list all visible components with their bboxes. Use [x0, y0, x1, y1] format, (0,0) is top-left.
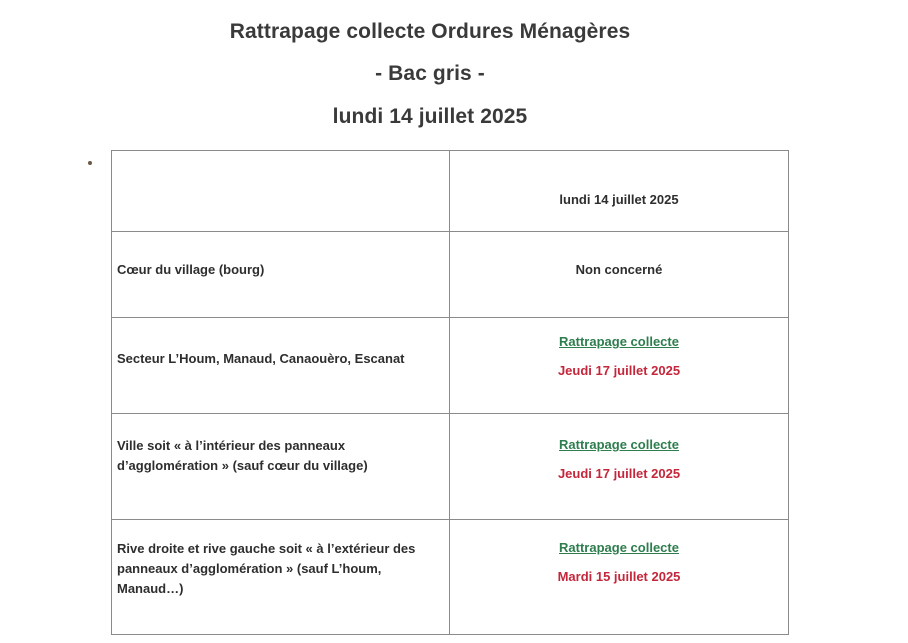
sector-label: Secteur L’Houm, Manaud, Canaouèro, Escanat [117, 350, 405, 366]
status-cell [450, 232, 789, 318]
column-header-date: lundi 14 juillet 2025 [450, 151, 789, 232]
catchup-date: Jeudi 17 juillet 2025 [557, 363, 681, 378]
status-cell [450, 318, 789, 414]
sector-label-line: d’agglomération » (sauf cœur du village) [117, 457, 368, 473]
schedule-table [111, 150, 789, 635]
catchup-label: Rattrapage collecte [559, 437, 679, 452]
document-date: lundi 14 juillet 2025 [332, 105, 528, 128]
table-row [112, 520, 789, 635]
status-cell [450, 520, 789, 635]
sector-cell [112, 232, 450, 318]
status-text: Non concerné [575, 261, 663, 277]
table-row [112, 414, 789, 520]
sector-label-line: Rive droite et rive gauche soit « à l’extérieur des [117, 541, 416, 556]
catchup-label: Rattrapage collecte [559, 539, 679, 555]
table-header-row [112, 151, 789, 232]
catchup-label: Rattrapage collecte [559, 334, 679, 349]
catchup-date: Jeudi 17 juillet 2025 [557, 466, 681, 481]
header-empty-cell [112, 151, 450, 232]
table-row [112, 318, 789, 414]
document-title: Rattrapage collecte Ordures Ménagères [229, 20, 631, 43]
sector-label-line: Manaud…) [117, 581, 184, 596]
sector-cell [112, 520, 450, 635]
scan-speck [88, 161, 92, 165]
sector-label: Cœur du village (bourg) [117, 261, 265, 277]
status-cell [450, 414, 789, 520]
sector-cell [112, 414, 450, 520]
catchup-date: Mardi 15 juillet 2025 [557, 568, 681, 584]
table-row [112, 232, 789, 318]
sector-cell [112, 318, 450, 414]
sector-label-line: panneaux d’agglomération » (sauf L’houm, [117, 561, 382, 576]
sector-label-line: Ville soit « à l’intérieur des panneaux [117, 437, 346, 453]
document-subtitle: - Bac gris - [375, 62, 485, 85]
